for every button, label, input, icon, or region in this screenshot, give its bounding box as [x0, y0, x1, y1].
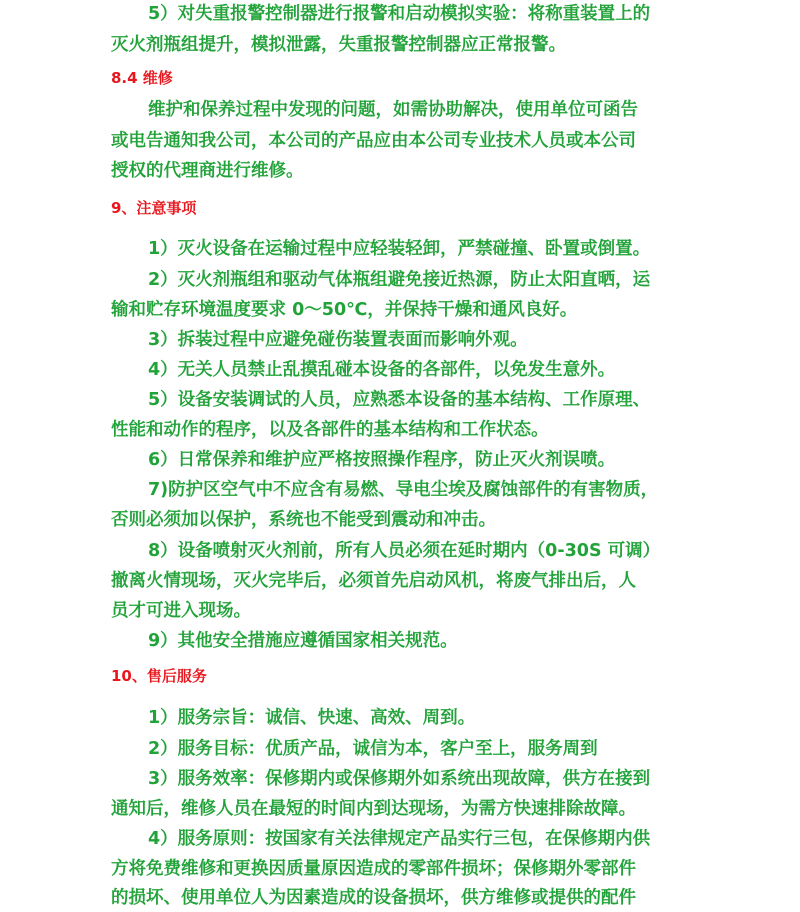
section-heading: 10、售后服务: [111, 667, 207, 685]
text-line: 的损坏、使用单位人为因素造成的设备损坏，供方维修或提供的配件: [111, 888, 636, 908]
text-line: 6）日常保养和维护应严格按照操作程序，防止灭火剂误喷。: [148, 450, 616, 470]
section-heading: 9、注意事项: [111, 199, 197, 217]
text-line: 8）设备喷射灭火剂前，所有人员必须在延时期内（0-30S 可调）: [148, 541, 661, 561]
text-line: 5）设备安装调试的人员，应熟悉本设备的基本结构、工作原理、: [148, 390, 651, 410]
text-line: 员才可进入现场。: [111, 601, 251, 621]
text-line: 1）服务宗旨：诚信、快速、高效、周到。: [148, 708, 476, 728]
text-line: 5）对失重报警控制器进行报警和启动模拟实验：将称重装置上的: [148, 4, 651, 24]
text-line: 方将免费维修和更换因质量原因造成的零部件损坏；保修期外零部件: [111, 859, 636, 879]
text-line: 3）服务效率：保修期内或保修期外如系统出现故障，供方在接到: [148, 769, 651, 789]
text-line: 3）拆装过程中应避免碰伤装置表面而影响外观。: [148, 330, 528, 350]
text-line: 4）服务原则：按国家有关法律规定产品实行三包，在保修期内供: [148, 829, 651, 849]
text-line: 7)防护区空气中不应含有易燃、导电尘埃及腐蚀部件的有害物质，: [148, 480, 659, 500]
text-line: 性能和动作的程序，以及各部件的基本结构和工作状态。: [111, 420, 549, 440]
text-line: 授权的代理商进行维修。: [111, 161, 304, 181]
text-line: 9）其他安全措施应遵循国家相关规范。: [148, 631, 458, 651]
text-line: 4）无关人员禁止乱摸乱碰本设备的各部件，以免发生意外。: [148, 360, 616, 380]
text-line: 2）灭火剂瓶组和驱动气体瓶组避免接近热源，防止太阳直晒，运: [148, 270, 651, 290]
text-line: 否则必须加以保护，系统也不能受到震动和冲击。: [111, 510, 496, 530]
text-line: 1）灭火设备在运输过程中应轻装轻卸，严禁碰撞、卧置或倒置。: [148, 239, 651, 259]
text-line: 或电告通知我公司，本公司的产品应由本公司专业技术人员或本公司: [111, 131, 636, 151]
text-line: 2）服务目标：优质产品，诚信为本，客户至上，服务周到: [148, 739, 598, 759]
section-heading: 8.4 维修: [111, 69, 173, 87]
text-line: 通知后，维修人员在最短的时间内到达现场，为需方快速排除故障。: [111, 799, 636, 819]
text-line: 撤离火情现场，灭火完毕后，必须首先启动风机，将废气排出后，人: [111, 571, 636, 591]
text-line: 灭火剂瓶组提升，模拟泄露，失重报警控制器应正常报警。: [111, 35, 566, 55]
text-line: 维护和保养过程中发现的问题，如需协助解决，使用单位可函告: [148, 100, 638, 120]
text-line: 输和贮存环境温度要求 0～50℃，并保持干燥和通风良好。: [111, 300, 578, 320]
